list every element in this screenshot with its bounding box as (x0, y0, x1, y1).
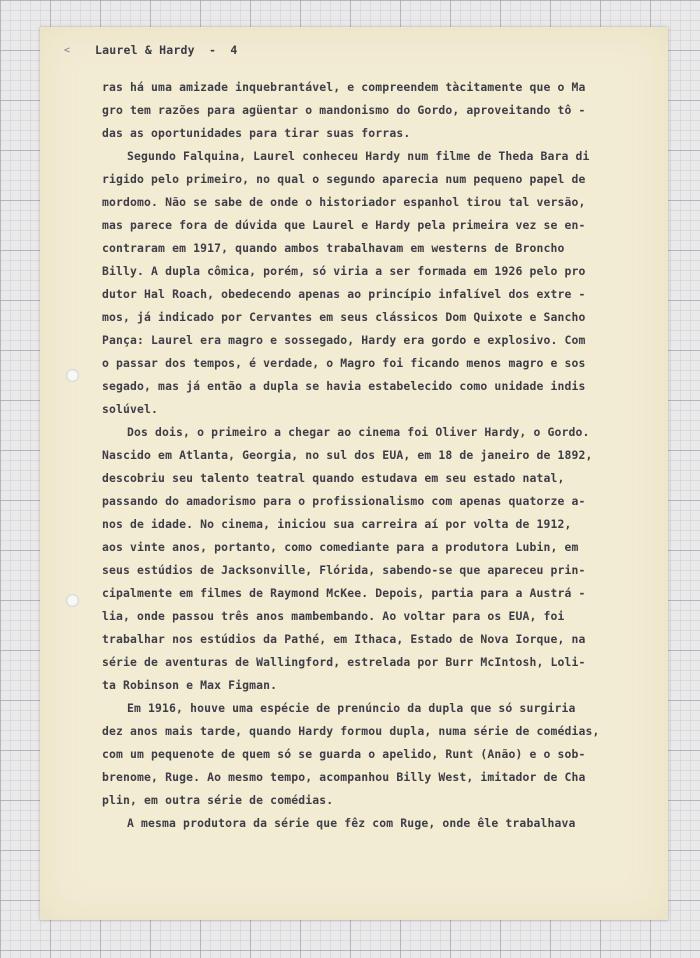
text-line: com um pequenote de quem só se guarda o apelido, Runt (Anão) e o sob- (102, 747, 586, 761)
punch-hole (66, 369, 79, 382)
text-line: nos de idade. No cinema, iniciou sua carreira aí por volta de 1912, (102, 517, 572, 531)
text-line: mos, já indicado por Cervantes em seus clássicos Dom Quixote e Sancho (102, 310, 586, 324)
text-line: dez anos mais tarde, quando Hardy formou dupla, numa série de comédias, (102, 724, 600, 738)
text-line: série de aventuras de Wallingford, estrelada por Burr McIntosh, Loli- (102, 655, 586, 669)
paragraph-start-line: A mesma produtora da série que fêz com Ruge, onde êle trabalhava (127, 816, 576, 830)
text-line: Pança: Laurel era magro e sossegado, Hardy era gordo e explosivo. Com (102, 333, 586, 347)
body-text (102, 76, 632, 835)
text-line: aos vinte anos, portanto, como comediante para a produtora Lubin, em (102, 540, 579, 554)
text-line: rigido pelo primeiro, no qual o segundo aparecia num pequeno papel de (102, 172, 586, 186)
paragraph-start-line: Segundo Falquina, Laurel conheceu Hardy num filme de Theda Bara di (127, 149, 590, 163)
text-line: das as oportunidades para tirar suas forras. (102, 126, 411, 140)
text-line: dutor Hal Roach, obedecendo apenas ao princípio infalível dos extre - (102, 287, 586, 301)
typewritten-page (40, 27, 668, 920)
text-line: seus estúdios de Jacksonville, Flórida, sabendo-se que apareceu prin- (102, 563, 586, 577)
text-line: passando do amadorismo para o profissionalismo com apenas quatorze a- (102, 494, 586, 508)
pencil-mark: < (64, 45, 71, 56)
text-line: gro tem razões para agüentar o mandonismo do Gordo, aproveitando tô - (102, 103, 586, 117)
text-line: plin, em outra série de comédias. (102, 793, 334, 807)
paragraph-start-line: Dos dois, o primeiro a chegar ao cinema foi Oliver Hardy, o Gordo. (127, 425, 590, 439)
text-line: trabalhar nos estúdios da Pathé, em Ithaca, Estado de Nova Iorque, na (102, 632, 586, 646)
text-line: cipalmente em filmes de Raymond McKee. Depois, partia para a Austrá - (102, 586, 586, 600)
text-line: mordomo. Não se sabe de onde o historiador espanhol tirou tal versão, (102, 195, 586, 209)
text-line: o passar dos tempos, é verdade, o Magro foi ficando menos magro e sos (102, 356, 586, 370)
text-line: contraram em 1917, quando ambos trabalhavam em westerns de Broncho (102, 241, 565, 255)
text-line: descobriu seu talento teatral quando estudava em seu estado natal, (102, 471, 565, 485)
page-header: Laurel & Hardy - 4 (95, 43, 238, 57)
text-line: brenome, Ruge. Ao mesmo tempo, acompanhou Billy West, imitador de Cha (102, 770, 586, 784)
paragraph-start-line: Em 1916, houve uma espécie de prenúncio da dupla que só surgiria (127, 701, 576, 715)
text-line: ras há uma amizade inquebrantável, e compreendem tàcitamente que o Ma (102, 80, 586, 94)
text-line: mas parece fora de dúvida que Laurel e Hardy pela primeira vez se en- (102, 218, 586, 232)
text-line: lia, onde passou três anos mambembando. Ao voltar para os EUA, foi (102, 609, 565, 623)
text-line: Billy. A dupla cômica, porém, só viria a ser formada em 1926 pelo pro (102, 264, 586, 278)
text-line: segado, mas já então a dupla se havia estabelecido como unidade indis (102, 379, 586, 393)
text-line: Nascido em Atlanta, Georgia, no sul dos EUA, em 18 de janeiro de 1892, (102, 448, 593, 462)
punch-hole (66, 594, 79, 607)
text-line: ta Robinson e Max Figman. (102, 678, 278, 692)
text-line: solúvel. (102, 402, 159, 416)
